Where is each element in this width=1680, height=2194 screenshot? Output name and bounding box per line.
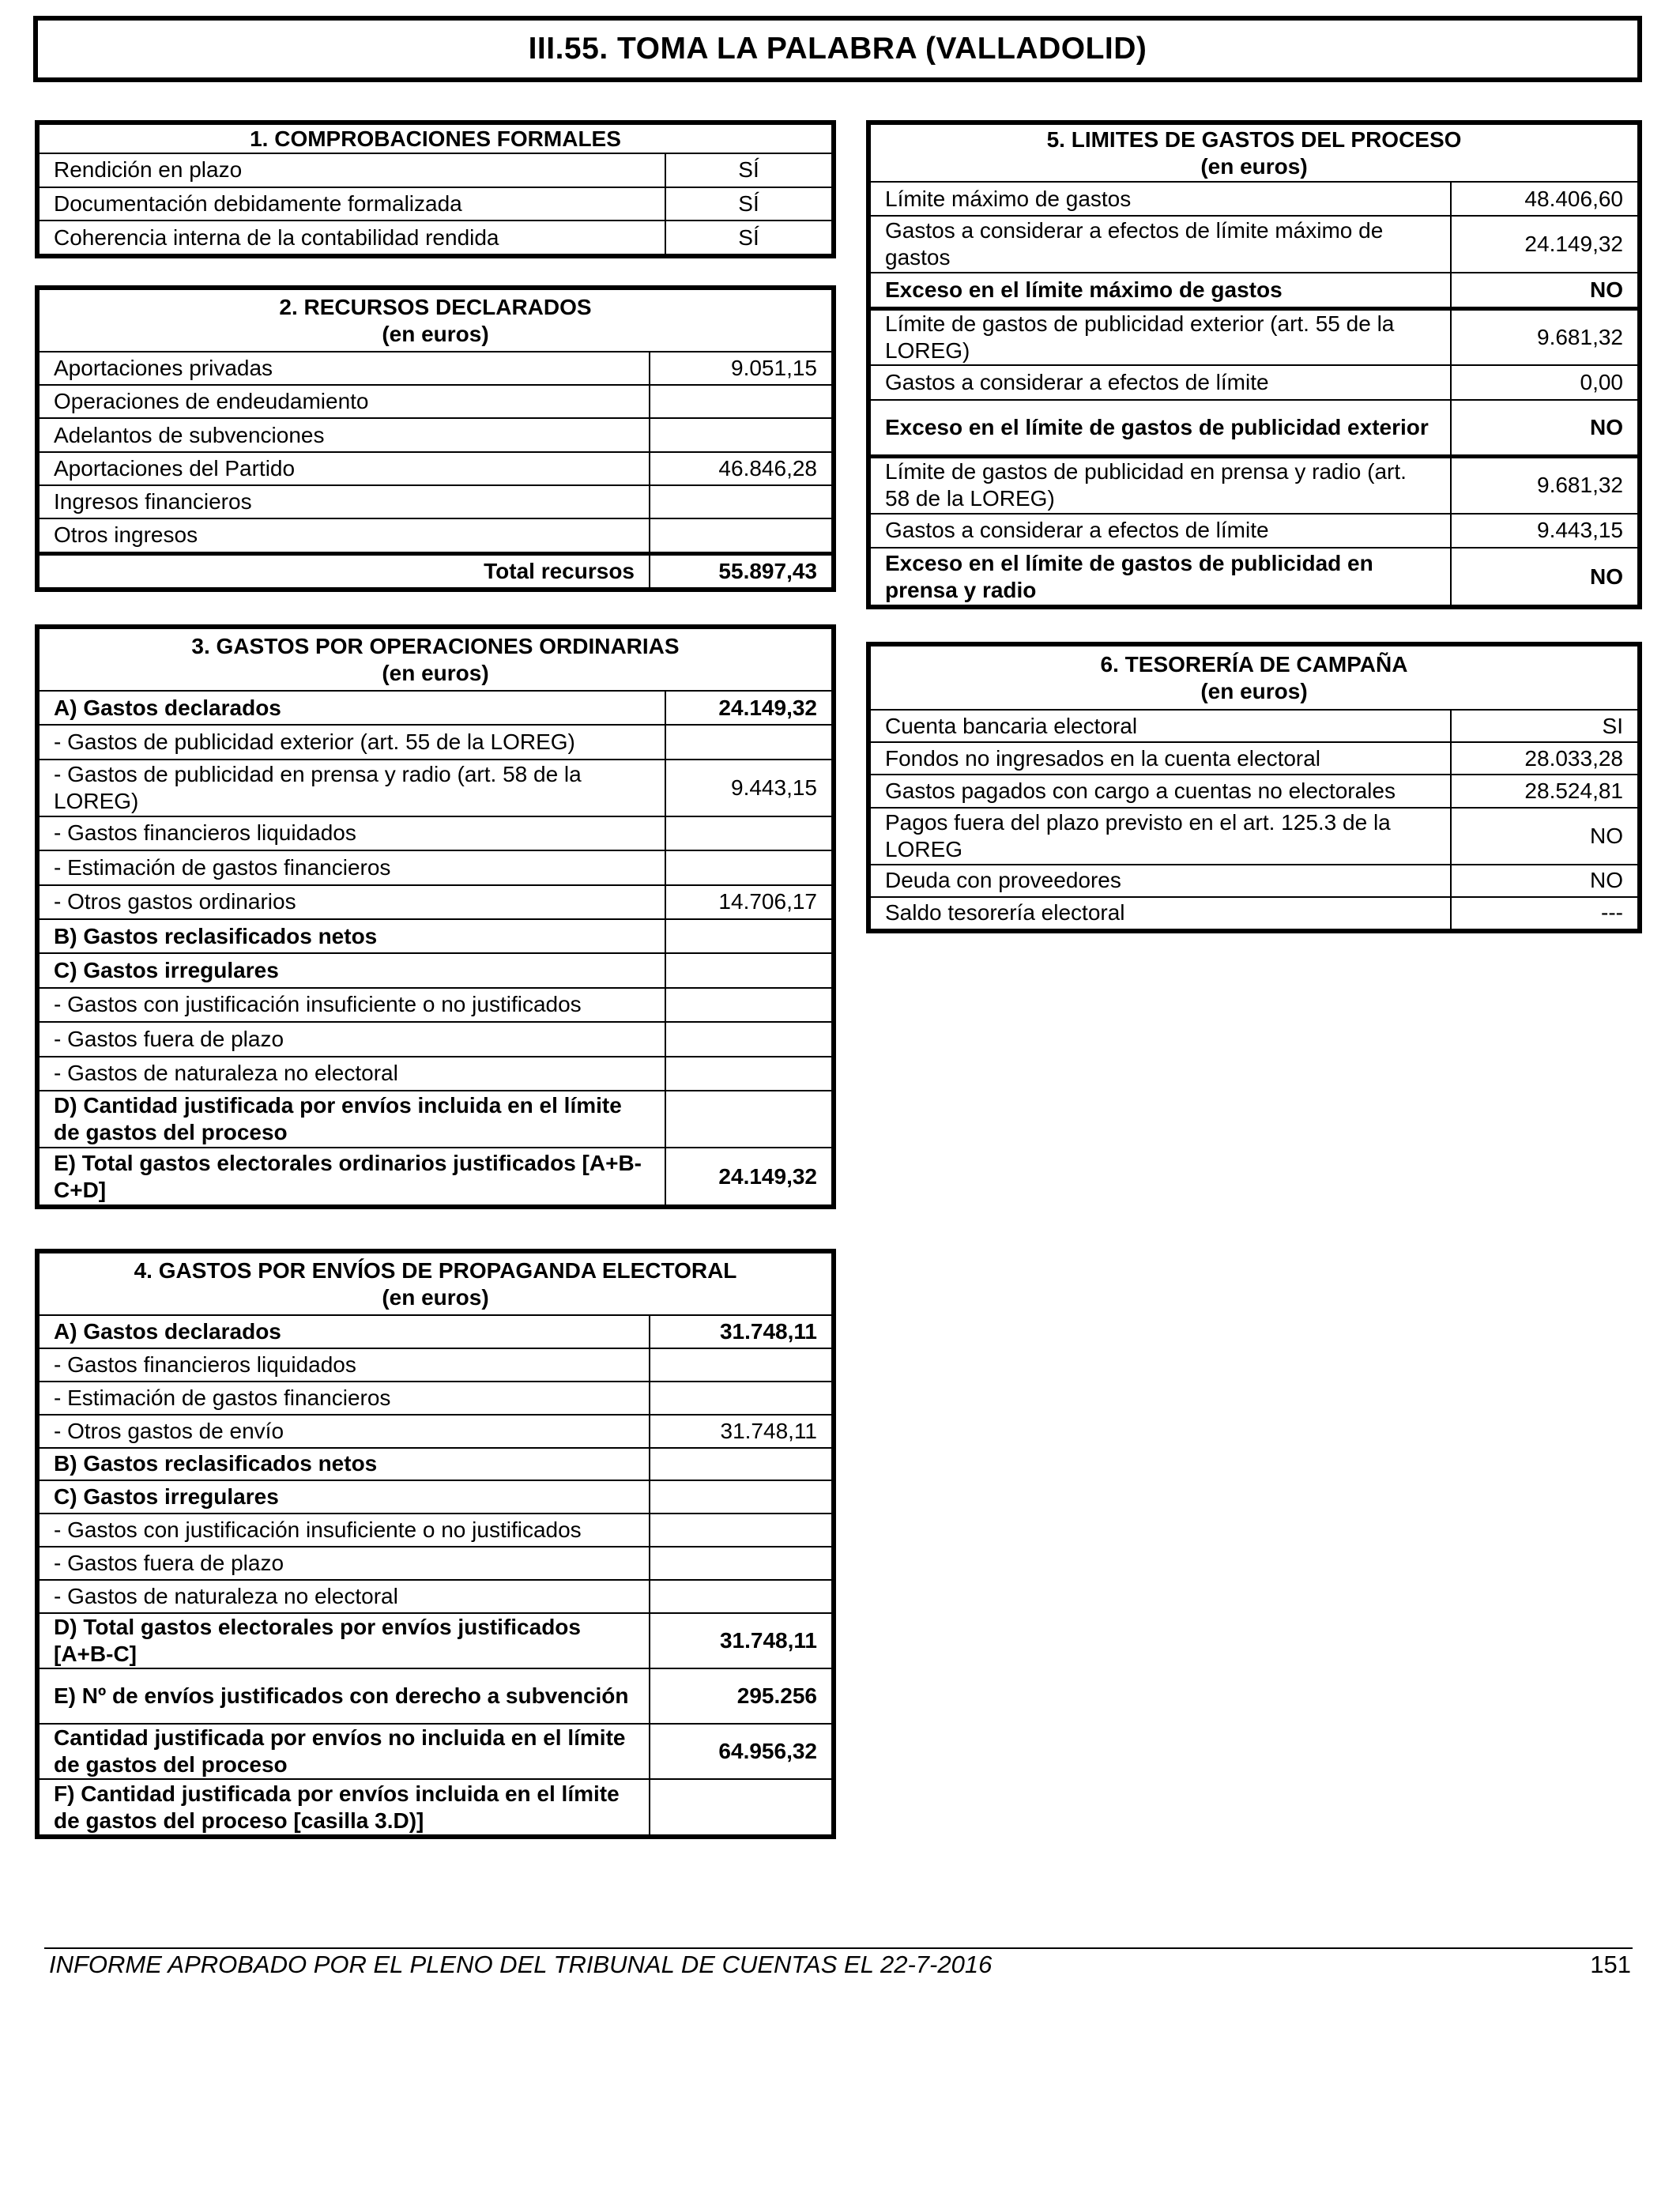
table-row <box>40 1022 831 1056</box>
row-value <box>650 1580 831 1613</box>
row-label: Gastos a considerar a efectos de límite <box>871 514 1451 548</box>
row-value: 24.149,32 <box>665 691 831 725</box>
row-value <box>665 919 831 953</box>
table-row <box>40 1382 831 1415</box>
row-label: Límite máximo de gastos <box>871 182 1451 216</box>
row-label: B) Gastos reclasificados netos <box>40 1448 650 1481</box>
row-value: 31.748,11 <box>650 1415 831 1448</box>
footer-divider <box>44 1947 1633 1949</box>
row-value <box>650 1547 831 1580</box>
tesoreria-campana-table <box>866 642 1642 933</box>
table-row <box>40 1724 831 1779</box>
section-subtitle: (en euros) <box>382 321 489 346</box>
row-label: Gastos pagados con cargo a cuentas no electorales <box>871 775 1451 807</box>
section-subtitle: (en euros) <box>1200 153 1308 179</box>
row-label: Límite de gastos de publicidad exterior (art. 55 de la LOREG) <box>871 308 1451 365</box>
row-label: A) Gastos declarados <box>40 691 665 725</box>
row-value <box>650 1514 831 1547</box>
row-label: Exceso en el límite de gastos de publicidad en prensa y radio <box>871 548 1451 605</box>
row-label: Coherencia interna de la contabilidad rendida <box>40 221 665 254</box>
section-subtitle: (en euros) <box>1200 678 1308 703</box>
table-row <box>871 365 1637 399</box>
section-header <box>40 290 831 352</box>
row-label: - Estimación de gastos financieros <box>40 850 665 884</box>
row-value <box>650 418 831 451</box>
section-header <box>871 647 1637 710</box>
row-value: 9.443,15 <box>1451 514 1637 548</box>
row-value <box>650 1348 831 1382</box>
section-title: 5. LIMITES DE GASTOS DEL PROCESO <box>1046 126 1462 152</box>
table-row <box>40 385 831 418</box>
row-value: 28.524,81 <box>1451 775 1637 807</box>
row-label: Saldo tesorería electoral <box>871 897 1451 929</box>
row-label: D) Total gastos electorales por envíos justificados [A+B-C] <box>40 1613 650 1668</box>
row-label: D) Cantidad justificada por envíos incluida en el límite de gastos del proceso <box>40 1091 665 1148</box>
row-value <box>650 1779 831 1834</box>
table-row <box>40 1668 831 1724</box>
section-header <box>40 1253 831 1315</box>
comprobaciones-formales-table <box>35 120 836 258</box>
total-label: Total recursos <box>40 553 650 587</box>
total-row <box>40 553 831 587</box>
total-value: 55.897,43 <box>650 553 831 587</box>
row-label: - Otros gastos ordinarios <box>40 885 665 919</box>
row-label: - Gastos de publicidad exterior (art. 55 de la LOREG) <box>40 725 665 759</box>
table-row <box>40 1348 831 1382</box>
row-value: NO <box>1451 808 1637 865</box>
table-row <box>871 710 1637 742</box>
table-row <box>871 742 1637 775</box>
table-row <box>40 725 831 759</box>
row-value: 14.706,17 <box>665 885 831 919</box>
row-value: 9.051,15 <box>650 352 831 385</box>
row-value: 9.443,15 <box>665 760 831 816</box>
table-row <box>40 1514 831 1547</box>
row-label: Aportaciones privadas <box>40 352 650 385</box>
row-label: F) Cantidad justificada por envíos incluida en el límite de gastos del proceso [casilla 3.D)] <box>40 1779 650 1834</box>
table-row <box>40 485 831 518</box>
row-label: C) Gastos irregulares <box>40 1480 650 1514</box>
row-label: - Gastos financieros liquidados <box>40 816 665 850</box>
gastos-envios-table <box>35 1249 836 1839</box>
row-value <box>665 725 831 759</box>
row-label: Rendición en plazo <box>40 153 665 187</box>
row-value <box>665 850 831 884</box>
table-row <box>40 1057 831 1091</box>
section-title: 3. GASTOS POR OPERACIONES ORDINARIAS <box>191 633 680 658</box>
table-row <box>40 518 831 553</box>
table-row <box>40 1415 831 1448</box>
row-label: Pagos fuera del plazo previsto en el art. 125.3 de la LOREG <box>871 808 1451 865</box>
section-title: 4. GASTOS POR ENVÍOS DE PROPAGANDA ELECTORAL <box>134 1257 737 1283</box>
table-row <box>40 187 831 221</box>
table-row <box>40 885 831 919</box>
row-value: 31.748,11 <box>650 1315 831 1348</box>
row-label: Operaciones de endeudamiento <box>40 385 650 418</box>
section-subtitle: (en euros) <box>382 1284 489 1310</box>
table-row <box>871 865 1637 897</box>
row-value: 46.846,28 <box>650 452 831 485</box>
page-title: III.55. TOMA LA PALABRA (VALLADOLID) <box>33 16 1642 82</box>
row-label: Gastos a considerar a efectos de límite <box>871 365 1451 399</box>
table-row <box>871 897 1637 929</box>
table-row <box>40 919 831 953</box>
table-row <box>40 760 831 816</box>
row-value <box>650 485 831 518</box>
section-title: 6. TESORERÍA DE CAMPAÑA <box>1100 651 1408 677</box>
table-row <box>871 308 1637 365</box>
row-label: Aportaciones del Partido <box>40 452 650 485</box>
section-header <box>40 629 831 691</box>
table-row <box>40 850 831 884</box>
row-label: A) Gastos declarados <box>40 1315 650 1348</box>
row-value: SÍ <box>665 153 831 187</box>
row-label: - Gastos de publicidad en prensa y radio (art. 58 de la LOREG) <box>40 760 665 816</box>
table-row <box>40 1580 831 1613</box>
row-label: C) Gastos irregulares <box>40 953 665 987</box>
row-value: SI <box>1451 710 1637 742</box>
table-row <box>40 1613 831 1668</box>
table-row <box>40 953 831 987</box>
row-value: SÍ <box>665 221 831 254</box>
table-row <box>871 548 1637 605</box>
row-label: Cantidad justificada por envíos no incluida en el límite de gastos del proceso <box>40 1724 650 1779</box>
row-value: NO <box>1451 865 1637 897</box>
row-value: --- <box>1451 897 1637 929</box>
table-row <box>871 808 1637 865</box>
row-value <box>665 988 831 1022</box>
row-label: - Gastos con justificación insuficiente o no justificados <box>40 1514 650 1547</box>
table-row <box>40 1779 831 1834</box>
row-value: 24.149,32 <box>665 1148 831 1204</box>
row-label: Adelantos de subvenciones <box>40 418 650 451</box>
row-value <box>650 1382 831 1415</box>
table-row <box>40 452 831 485</box>
section-header <box>871 125 1637 182</box>
row-value <box>650 385 831 418</box>
section-title: 2. RECURSOS DECLARADOS <box>279 294 592 319</box>
table-row <box>40 1148 831 1204</box>
row-value: 48.406,60 <box>1451 182 1637 216</box>
row-value: 31.748,11 <box>650 1613 831 1668</box>
table-row <box>871 457 1637 514</box>
row-label: Deuda con proveedores <box>871 865 1451 897</box>
table-row <box>871 216 1637 273</box>
row-label: Documentación debidamente formalizada <box>40 187 665 221</box>
section-subtitle: (en euros) <box>382 660 489 685</box>
row-value: 9.681,32 <box>1451 308 1637 365</box>
row-value: 295.256 <box>650 1668 831 1724</box>
row-label: - Otros gastos de envío <box>40 1415 650 1448</box>
row-label: Cuenta bancaria electoral <box>871 710 1451 742</box>
table-row <box>871 400 1637 457</box>
row-value <box>665 816 831 850</box>
table-row <box>40 1091 831 1148</box>
table-row <box>40 1480 831 1514</box>
row-label: - Gastos fuera de plazo <box>40 1022 665 1056</box>
table-row <box>40 1547 831 1580</box>
table-row <box>40 691 831 725</box>
row-label: Otros ingresos <box>40 518 650 553</box>
row-label: E) Nº de envíos justificados con derecho a subvención <box>40 1668 650 1724</box>
section-title: 1. COMPROBACIONES FORMALES <box>40 125 831 153</box>
footer-text: INFORME APROBADO POR EL PLENO DEL TRIBUNAL DE CUENTAS EL 22-7-2016 <box>49 1951 993 1978</box>
row-value <box>650 1448 831 1481</box>
table-row <box>40 1315 831 1348</box>
row-label: - Gastos de naturaleza no electoral <box>40 1057 665 1091</box>
row-label: - Gastos con justificación insuficiente o no justificados <box>40 988 665 1022</box>
row-label: Gastos a considerar a efectos de límite máximo de gastos <box>871 216 1451 273</box>
row-value <box>650 1480 831 1514</box>
row-value <box>665 953 831 987</box>
row-label: Fondos no ingresados en la cuenta electoral <box>871 742 1451 775</box>
recursos-declarados-table <box>35 285 836 592</box>
row-value <box>665 1022 831 1056</box>
row-value: 9.681,32 <box>1451 457 1637 514</box>
table-row <box>40 988 831 1022</box>
row-label: - Gastos financieros liquidados <box>40 1348 650 1382</box>
row-label: Exceso en el límite de gastos de publicidad exterior <box>871 400 1451 457</box>
table-row <box>40 352 831 385</box>
table-row <box>40 153 831 187</box>
row-label: B) Gastos reclasificados netos <box>40 919 665 953</box>
row-value: 24.149,32 <box>1451 216 1637 273</box>
table-row <box>40 1448 831 1481</box>
row-value: NO <box>1451 400 1637 457</box>
row-value: SÍ <box>665 187 831 221</box>
row-value: NO <box>1451 548 1637 605</box>
row-label: - Estimación de gastos financieros <box>40 1382 650 1415</box>
row-value <box>665 1091 831 1148</box>
row-value: 64.956,32 <box>650 1724 831 1779</box>
row-value <box>650 518 831 553</box>
table-row <box>40 816 831 850</box>
limites-gastos-table <box>866 120 1642 609</box>
row-value: 28.033,28 <box>1451 742 1637 775</box>
row-label: Exceso en el límite máximo de gastos <box>871 273 1451 308</box>
table-row <box>40 221 831 254</box>
table-row <box>871 514 1637 548</box>
row-value: NO <box>1451 273 1637 308</box>
row-label: Ingresos financieros <box>40 485 650 518</box>
table-row <box>871 273 1637 308</box>
table-row <box>40 418 831 451</box>
row-value: 0,00 <box>1451 365 1637 399</box>
row-label: - Gastos fuera de plazo <box>40 1547 650 1580</box>
row-label: - Gastos de naturaleza no electoral <box>40 1580 650 1613</box>
table-row <box>871 182 1637 216</box>
row-label: E) Total gastos electorales ordinarios justificados [A+B-C+D] <box>40 1148 665 1204</box>
row-label: Límite de gastos de publicidad en prensa y radio (art. 58 de la LOREG) <box>871 457 1451 514</box>
row-value <box>665 1057 831 1091</box>
page-number: 151 <box>1590 1951 1631 1978</box>
gastos-ordinarios-table <box>35 624 836 1209</box>
table-row <box>871 775 1637 807</box>
